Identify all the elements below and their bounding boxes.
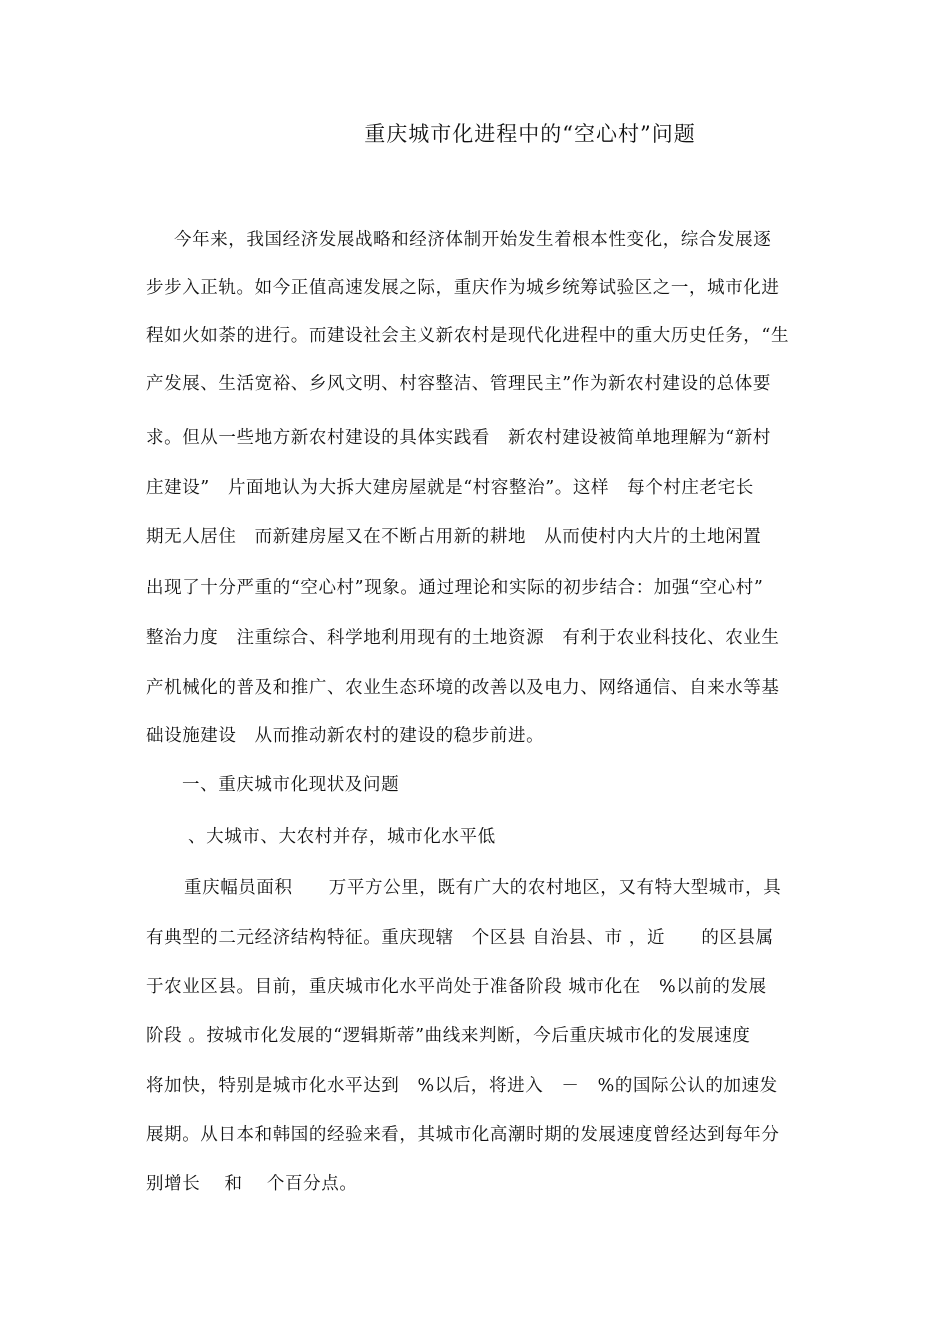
body-line: 产机械化的普及和推广、农业生态环境的改善以及电力、网络通信、自来水等基 bbox=[146, 678, 780, 698]
body-line: 期无人居住 而新建房屋又在不断占用新的耕地 从而使村内大片的土地闲置 bbox=[146, 527, 762, 547]
body-line: 于农业区县。目前，重庆城市化水平尚处于准备阶段 城市化在 %以前的发展 bbox=[146, 977, 767, 997]
document-title: 重庆城市化进程中的“空心村”问题 bbox=[364, 122, 696, 146]
body-line: 程如火如荼的进行。而建设社会主义新农村是现代化进程中的重大历史任务，“生 bbox=[146, 326, 790, 346]
section-heading: 一、重庆城市化现状及问题 bbox=[182, 775, 400, 795]
body-line: 步步入正轨。如今正值高速发展之际，重庆作为城乡统筹试验区之一，城市化进 bbox=[146, 278, 780, 298]
subsection-heading: 、大城市、大农村并存，城市化水平低 bbox=[188, 827, 496, 847]
body-line: 础设施建设 从而推动新农村的建设的稳步前进。 bbox=[146, 726, 545, 746]
body-line: 求。但从一些地方新农村建设的具体实践看 新农村建设被简单地理解为“新村 bbox=[146, 428, 771, 448]
body-line: 整治力度 注重综合、科学地利用现有的土地资源 有利于农业科技化、农业生 bbox=[146, 628, 780, 648]
body-line: 庄建设” 片面地认为大拆大建房屋就是“村容整治”。这样 每个村庄老宅长 bbox=[146, 478, 754, 498]
body-line: 重庆幅员面积 万平方公里，既有广大的农村地区，又有特大型城市，具 bbox=[184, 878, 782, 898]
body-line: 阶段 。按城市化发展的“逻辑斯蒂”曲线来判断，今后重庆城市化的发展速度 bbox=[146, 1026, 751, 1046]
body-line: 出现了十分严重的“空心村”现象。通过理论和实际的初步结合：加强“空心村” bbox=[146, 578, 764, 598]
body-line: 将加快，特别是城市化水平达到 %以后，将进入 － %的国际公认的加速发 bbox=[146, 1076, 778, 1096]
body-line: 展期。从日本和韩国的经验来看，其城市化高潮时期的发展速度曾经达到每年分 bbox=[146, 1125, 780, 1145]
body-line: 产发展、生活宽裕、乡风文明、村容整洁、管理民主”作为新农村建设的总体要 bbox=[146, 374, 771, 394]
body-line: 今年来，我国经济发展战略和经济体制开始发生着根本性变化，综合发展逐 bbox=[174, 230, 772, 250]
body-line: 别增长 和 个百分点。 bbox=[146, 1174, 358, 1194]
body-line: 有典型的二元经济结构特征。重庆现辖 个区县 自治县、市 ，近 的区县属 bbox=[146, 928, 774, 948]
